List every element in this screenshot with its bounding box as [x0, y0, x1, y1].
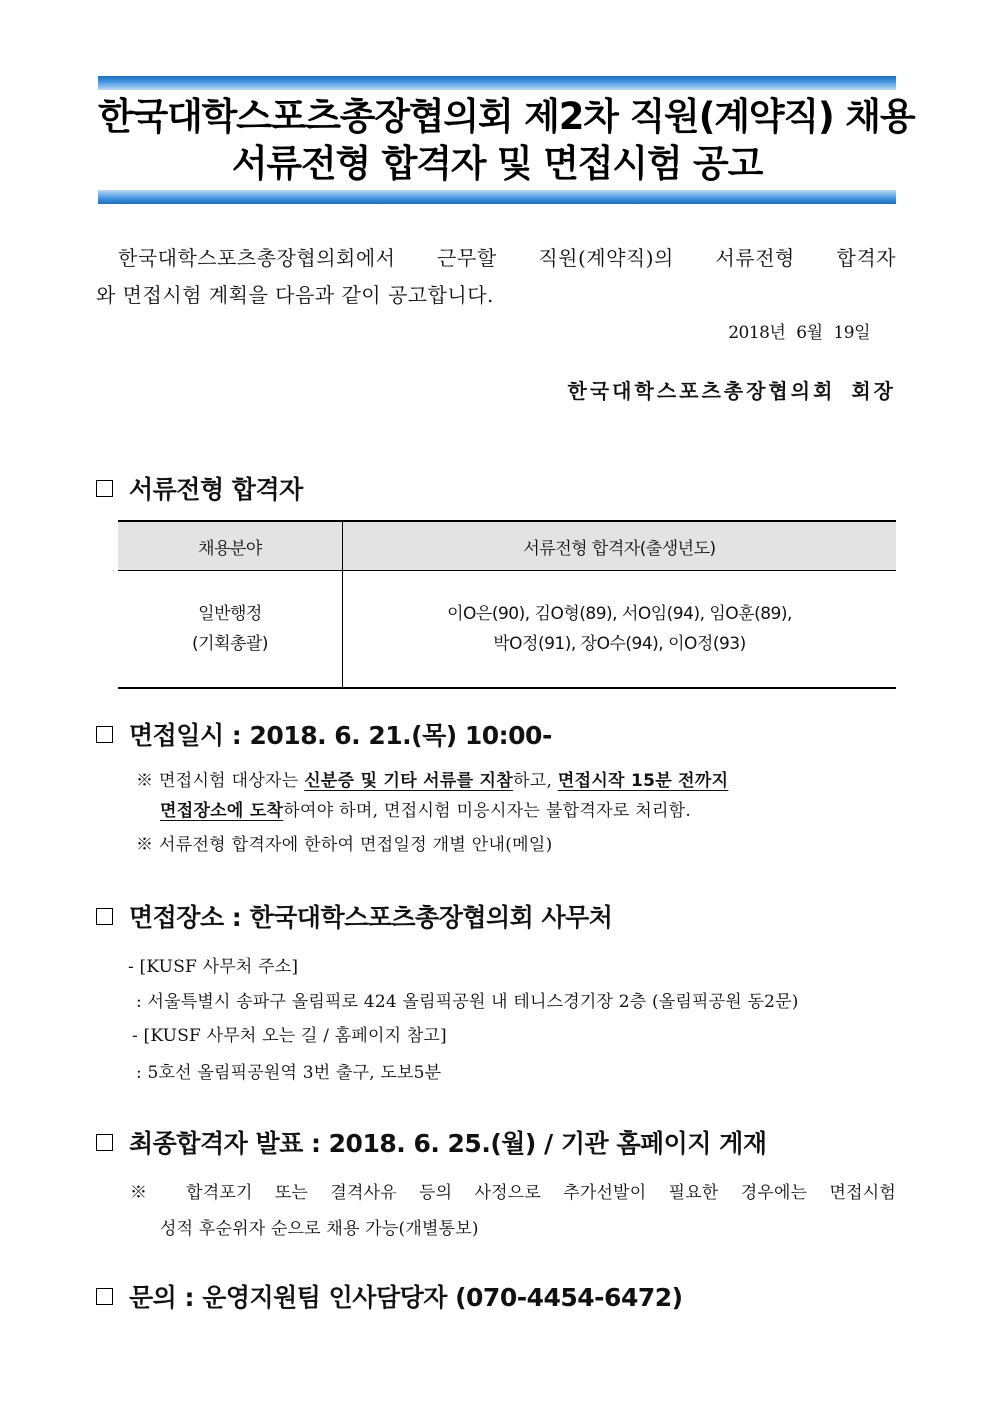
table-header-field: 채용분야 — [118, 521, 343, 571]
place-label-address: - [KUSF 사무처 주소] — [128, 957, 299, 977]
place-address: : 서울특별시 송파구 올림픽로 424 올림픽공원 내 테니스경기장 2층 (올림픽공원 동2문) — [136, 992, 799, 1012]
checkbox-square-icon — [96, 908, 113, 925]
document-title-line2: 서류전형 합격자 및 면접시험 공고 — [231, 142, 763, 185]
note1-underline-documents: 신분증 및 기타 서류를 지참 — [304, 771, 514, 791]
intro-line1: 한국대학스포츠총장협의회에서 근무할 직원(계약직)의 서류전형 합격자 — [118, 246, 896, 270]
section-heading-interview-date — [96, 716, 552, 752]
passers-line2: 박O정(91), 장O수(94), 이O정(93) — [493, 634, 746, 654]
title-band-top — [98, 76, 896, 90]
section5-heading-text: 문의 : 운영지원팀 인사담당자 (070-4454-6472) — [129, 1283, 683, 1312]
checkbox-square-icon — [96, 1134, 113, 1151]
note1b-rest: 하여야 하며, 면접시험 미응시자는 불합격자로 처리함. — [283, 801, 692, 821]
place-directions: : 5호선 올림픽공원역 3번 출구, 도보5분 — [136, 1063, 442, 1083]
final-note-line1: ※ 합격포기 또는 결격사유 등의 사정으로 추가선발이 필요한 경우에는 면접시험 — [130, 1183, 896, 1203]
note1-underline-deadline: 면접시작 15분 전까지 — [557, 771, 729, 791]
final-note-line2: 성적 후순위자 순으로 채용 가능(개별통보) — [160, 1219, 479, 1239]
interview-note-2: ※ 서류전형 합격자에 한하여 면접일정 개별 안내(메일) — [136, 835, 553, 855]
checkbox-square-icon — [96, 480, 113, 497]
table-cell-field — [118, 571, 343, 689]
interview-note-1 — [136, 766, 896, 791]
table-row — [118, 571, 896, 689]
note1b-underline-arrive: 면접장소에 도착 — [160, 801, 284, 821]
section2-heading-text: 면접일시 : 2018. 6. 21.(목) 10:00- — [129, 721, 552, 750]
interview-note-1b — [160, 796, 691, 821]
table-header-passers: 서류전형 합격자(출생년도) — [343, 521, 897, 571]
document-title-line1: 한국대학스포츠총장협의회 제2차 직원(계약직) 채용 — [98, 95, 915, 138]
section4-heading-text: 최종합격자 발표 : 2018. 6. 25.(월) / 기관 홈페이지 게재 — [129, 1129, 767, 1158]
note1-mid: 하고, — [513, 771, 558, 791]
checkbox-square-icon — [96, 726, 113, 743]
field-line2: (기획총괄) — [192, 634, 268, 654]
section1-heading-text: 서류전형 합격자 — [129, 475, 303, 504]
intro-line2: 와 면접시험 계획을 다음과 같이 공고합니다. — [96, 283, 494, 307]
section-heading-document-pass — [96, 470, 303, 506]
announcement-date: 2018년 6월 19일 — [728, 323, 870, 343]
place-label-directions: - [KUSF 사무처 오는 길 / 홈페이지 참고] — [132, 1026, 447, 1046]
section3-heading-text: 면접장소 : 한국대학스포츠총장협의회 사무처 — [129, 903, 613, 932]
pass-result-table — [118, 520, 896, 689]
field-line1: 일반행정 — [198, 604, 262, 624]
signer: 한국대학스포츠총장협의회 회장 — [567, 379, 896, 403]
checkbox-square-icon — [96, 1288, 113, 1305]
note1-prefix: ※ 면접시험 대상자는 — [136, 771, 305, 791]
passers-line1: 이O은(90), 김O형(89), 서O임(94), 임O훈(89), — [447, 604, 792, 624]
table-header-row — [118, 521, 896, 571]
section-heading-final-announcement — [96, 1124, 766, 1160]
title-band-bottom — [98, 190, 896, 204]
table-cell-passers — [343, 571, 897, 689]
intro-paragraph — [96, 240, 896, 314]
section-heading-contact — [96, 1278, 683, 1314]
section-heading-interview-place — [96, 898, 612, 934]
